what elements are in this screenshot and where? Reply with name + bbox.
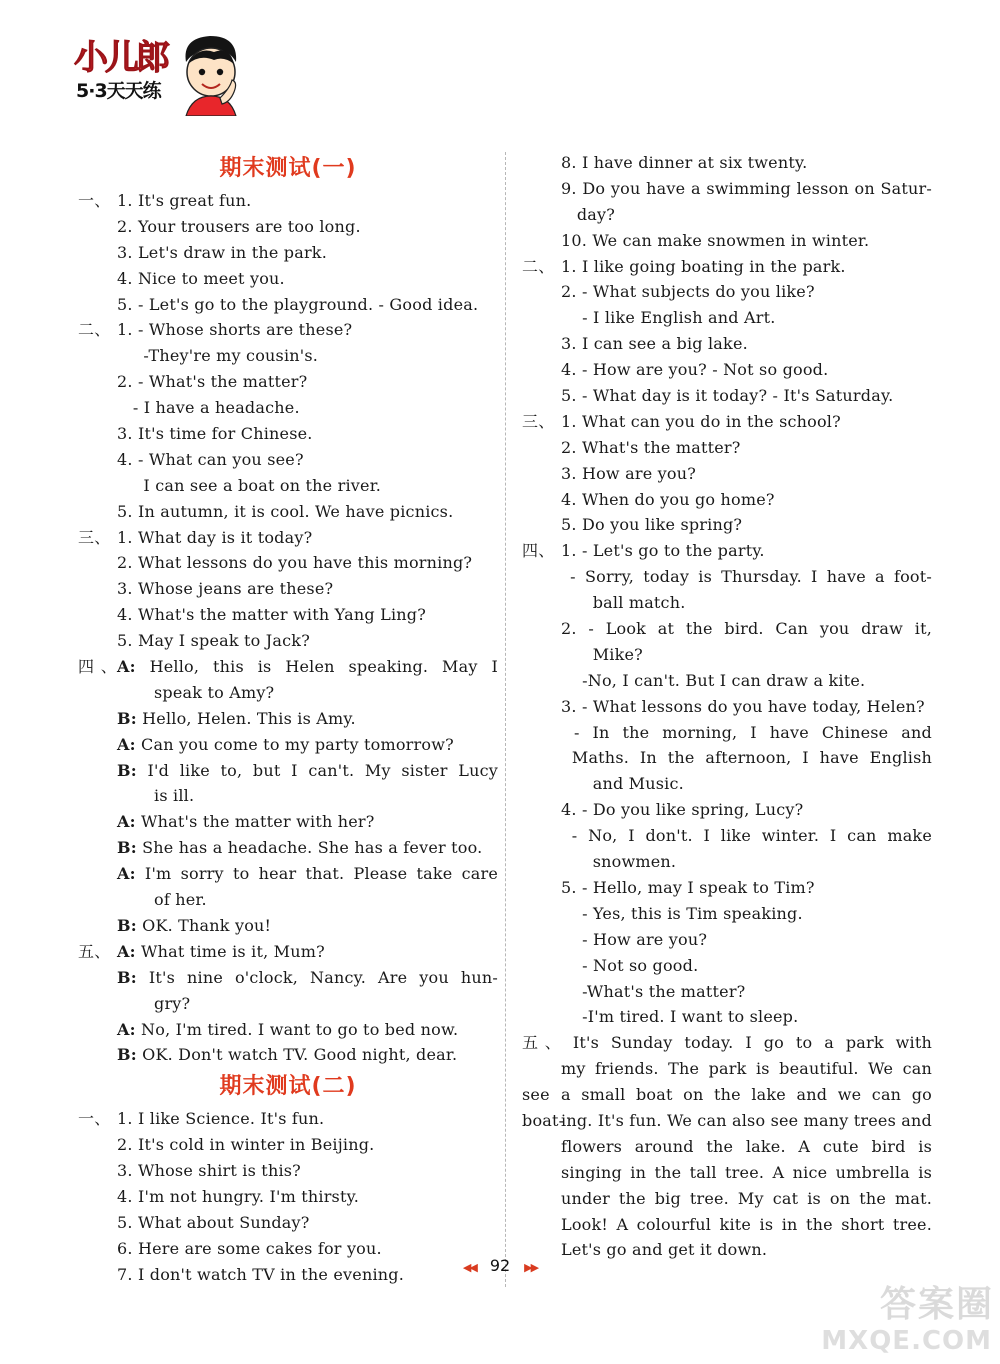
speaker-label: A: <box>117 734 136 754</box>
answer-text: 2. What lessons do you have this morning? <box>117 553 473 573</box>
answer-line <box>78 188 498 214</box>
answer-line <box>522 642 932 668</box>
answer-line <box>522 202 932 228</box>
answer-text: Maths. In the afternoon, I have English <box>561 748 932 768</box>
answer-line <box>78 292 498 318</box>
question-number: 一、 <box>78 191 111 210</box>
answer-text: No, I'm tired. I want to go to bed now. <box>141 1019 459 1039</box>
answer-text: I can see a boat on the river. <box>117 475 382 495</box>
answer-line <box>78 732 498 758</box>
answer-line <box>78 1106 498 1132</box>
question-number: 二、 <box>522 256 555 276</box>
answer-line <box>522 1108 932 1134</box>
answer-text: What time is it, Mum? <box>141 941 325 961</box>
answer-text: 7. I don't watch TV in the evening. <box>117 1264 405 1284</box>
answer-text: 1. I like Science. It's fun. <box>117 1109 325 1129</box>
speaker-label: A: <box>117 864 136 884</box>
question-number: 四、 <box>522 541 555 561</box>
answer-text: 2. - What's the matter? <box>117 372 308 392</box>
left-column <box>78 150 498 1288</box>
answer-line <box>78 861 498 887</box>
question-number: 二、 <box>78 320 111 340</box>
answer-text: 5. What about Sunday? <box>117 1212 310 1232</box>
speaker-label: A: <box>117 657 136 677</box>
answer-text: What's the matter with her? <box>141 812 375 832</box>
answer-line <box>522 512 932 538</box>
answer-line <box>522 668 932 694</box>
answer-line <box>78 1017 498 1043</box>
section-title-final-test-2: 期末测试(二) <box>219 1074 357 1100</box>
answer-line <box>522 927 932 953</box>
answer-text: 1. - Let's go to the party. <box>561 541 765 561</box>
answer-line <box>522 357 932 383</box>
answer-text: 3. It's time for Chinese. <box>117 424 313 444</box>
answer-line <box>78 602 498 628</box>
answer-line <box>522 1004 932 1030</box>
answer-text: 8. I have dinner at six twenty. <box>561 153 808 172</box>
answer-line <box>522 176 932 202</box>
answer-text: singing in the tall tree. A nice umbrella is <box>561 1162 932 1182</box>
answer-text: - In the morning, I have Chinese and <box>561 722 932 742</box>
question-number: 五、 <box>78 941 111 961</box>
answer-text: - Sorry, today is Thursday. I have a foot- <box>561 567 932 587</box>
answer-line <box>78 783 498 809</box>
answer-text: 6. Here are some cakes for you. <box>117 1238 382 1258</box>
answer-text: of her. <box>117 890 207 910</box>
answer-line <box>78 835 498 861</box>
answer-text: 4. - What can you see? <box>117 449 304 469</box>
page-number: 92 <box>489 1256 511 1275</box>
answer-line <box>522 953 932 979</box>
section-title-final-test-1: 期末测试(一) <box>219 156 357 181</box>
answer-line <box>78 887 498 913</box>
answer-text: 5. - What day is it today? - It's Saturday. <box>561 386 894 406</box>
answer-line <box>522 1212 932 1238</box>
answer-line <box>522 228 932 254</box>
answer-text: day? <box>561 204 616 224</box>
answer-text: OK. Don't watch TV. Good night, dear. <box>142 1045 458 1065</box>
speaker-label: B: <box>117 967 137 987</box>
answer-text: gry? <box>117 993 191 1013</box>
answer-line <box>522 823 932 849</box>
answer-list-test-2-continued <box>522 150 932 1263</box>
answer-line <box>78 758 498 784</box>
question-number: 一、 <box>78 1109 111 1129</box>
answer-text: 2. Your trousers are too long. <box>117 216 361 236</box>
answer-line <box>522 745 932 771</box>
answer-line <box>78 965 498 991</box>
publisher-logo <box>68 30 238 110</box>
answer-text: ing. It's fun. We can also see many trees and <box>561 1110 932 1130</box>
answer-text: - No, I don't. I like winter. I can make <box>561 826 932 846</box>
answer-text: 1. What day is it today? <box>117 527 313 547</box>
answer-text: Hello, Helen. This is Amy. <box>142 708 356 728</box>
answer-line <box>78 1184 498 1210</box>
mascot-boy-icon <box>172 32 250 116</box>
answer-text: - I have a headache. <box>117 398 300 418</box>
answer-text: 3. How are you? <box>561 463 697 483</box>
speaker-label: A: <box>117 941 136 961</box>
answer-text: Can you come to my party tomorrow? <box>141 734 454 754</box>
answer-line <box>78 240 498 266</box>
answer-list-test-1 <box>78 188 498 1068</box>
answer-line <box>522 383 932 409</box>
answer-text: 5. - Let's go to the playground. - Good idea. <box>117 294 479 314</box>
answer-text: snowmen. <box>561 852 677 872</box>
answer-line <box>522 771 932 797</box>
answer-line <box>78 991 498 1017</box>
right-column <box>522 150 932 1263</box>
answer-text: my friends. The park is beautiful. We can see <box>522 1059 932 1105</box>
answer-text: 2. - Look at the bird. Can you draw it, <box>561 619 932 639</box>
brand-title: 小儿郎 <box>74 38 167 78</box>
answer-line <box>522 538 932 564</box>
answer-text: I'd like to, but I can't. My sister Lucy <box>147 760 498 780</box>
answer-text: - Yes, this is Tim speaking. <box>561 903 803 923</box>
answer-text: 1. - Whose shorts are these? <box>117 320 353 340</box>
answer-line <box>78 343 498 369</box>
answer-line <box>78 550 498 576</box>
answer-line <box>78 939 498 965</box>
answer-text: 5. May I speak to Jack? <box>117 631 310 651</box>
answer-line <box>522 849 932 875</box>
answer-line <box>522 254 932 280</box>
answer-line <box>78 654 498 680</box>
answer-line <box>522 461 932 487</box>
answer-text: - I like English and Art. <box>561 308 776 328</box>
answer-text: 4. What's the matter with Yang Ling? <box>117 605 427 625</box>
brand-series: 5·3天天练 <box>76 80 161 102</box>
answer-line <box>78 447 498 473</box>
answer-text: 3. I can see a big lake. <box>561 334 748 354</box>
answer-text: 4. When do you go home? <box>561 489 775 509</box>
answer-text: It's Sunday today. I go to a park with <box>561 1033 932 1053</box>
answer-text: Mike? <box>561 644 643 664</box>
speaker-label: A: <box>117 812 136 832</box>
answer-line <box>522 331 932 357</box>
answer-line <box>78 913 498 939</box>
answer-line <box>78 706 498 732</box>
question-number: 三、 <box>522 411 555 431</box>
answer-text: 4. - How are you? - Not so good. <box>561 360 829 380</box>
answer-line <box>522 1030 932 1056</box>
answer-text: Look! A colourful kite is in the short tree. <box>561 1214 932 1234</box>
answer-text: 4. - Do you like spring, Lucy? <box>561 800 804 820</box>
question-number: 五、 <box>522 1033 561 1053</box>
answer-line <box>522 694 932 720</box>
watermark-logo: 答案圈 <box>879 1284 994 1325</box>
answer-text: 2. - What subjects do you like? <box>561 282 815 302</box>
speaker-label: B: <box>117 760 137 780</box>
answer-line <box>522 487 932 513</box>
answer-line <box>522 150 932 176</box>
answer-text: 10. We can make snowmen in winter. <box>561 230 870 250</box>
answer-text: 3. Let's draw in the park. <box>117 242 327 262</box>
answer-line <box>78 421 498 447</box>
answer-text: It's nine o'clock, Nancy. Are you hun- <box>148 967 498 987</box>
answer-text: is ill. <box>117 786 195 806</box>
answer-line <box>78 317 498 343</box>
answer-text: 1. What can you do in the school? <box>561 411 841 431</box>
answer-text: 5. In autumn, it is cool. We have picnics. <box>117 501 454 521</box>
answer-text: Hello, this is Helen speaking. May I <box>149 657 498 677</box>
answer-text: and Music. <box>561 774 684 794</box>
answer-line <box>78 214 498 240</box>
column-divider <box>505 152 506 1287</box>
answer-text: a small boat on the lake and we can go boat- <box>522 1085 932 1130</box>
speaker-label: A: <box>117 1019 136 1039</box>
answer-text: 1. I like going boating in the park. <box>561 256 846 276</box>
answer-line <box>78 680 498 706</box>
answer-text: 1. It's great fun. <box>117 191 252 210</box>
answer-line <box>522 435 932 461</box>
answer-line <box>78 266 498 292</box>
answer-line <box>78 576 498 602</box>
answer-line <box>522 1160 932 1186</box>
answer-text: - How are you? <box>561 929 708 949</box>
answer-line <box>78 499 498 525</box>
answer-text: 5. Do you like spring? <box>561 515 743 535</box>
answer-line <box>78 628 498 654</box>
answer-text: -No, I can't. But I can draw a kite. <box>561 670 866 690</box>
answer-line <box>78 1158 498 1184</box>
answer-line <box>78 473 498 499</box>
answer-text: 2. What's the matter? <box>561 437 741 457</box>
speaker-label: B: <box>117 1045 137 1065</box>
answer-text: 3. - What lessons do you have today, Helen? <box>561 696 925 716</box>
answer-text: -I'm tired. I want to sleep. <box>561 1007 799 1027</box>
answer-line <box>522 590 932 616</box>
answer-text: under the big tree. My cat is on the mat. <box>561 1188 932 1208</box>
answer-text: I'm sorry to hear that. Please take care <box>144 864 498 884</box>
answer-line <box>522 979 932 1005</box>
answer-line <box>78 809 498 835</box>
answer-text: 9. Do you have a swimming lesson on Satur- <box>561 178 932 198</box>
answer-line <box>522 1056 932 1105</box>
answer-line <box>78 1042 498 1068</box>
answer-text: 3. Whose jeans are these? <box>117 579 334 599</box>
answer-text: 4. I'm not hungry. I'm thirsty. <box>117 1186 359 1206</box>
answer-line <box>522 305 932 331</box>
answer-text: -They're my cousin's. <box>117 346 319 366</box>
answer-line <box>522 901 932 927</box>
answer-text: Let's go and get it down. <box>561 1240 768 1260</box>
answer-text: speak to Amy? <box>117 682 275 702</box>
answer-text: ball match. <box>561 593 686 613</box>
speaker-label: B: <box>117 708 137 728</box>
answer-line <box>78 1210 498 1236</box>
answer-line <box>78 1132 498 1158</box>
watermark <box>814 1272 1000 1364</box>
watermark-url: MXQE.COM <box>821 1326 992 1356</box>
question-number: 三、 <box>78 527 111 547</box>
answer-line <box>522 875 932 901</box>
speaker-label: B: <box>117 838 137 858</box>
answer-line <box>522 797 932 823</box>
speaker-label: B: <box>117 915 137 935</box>
answer-line <box>522 409 932 435</box>
answer-line <box>522 720 932 746</box>
answer-text: 4. Nice to meet you. <box>117 268 285 288</box>
answer-text: -What's the matter? <box>561 981 746 1001</box>
answer-line <box>522 564 932 590</box>
answer-text: 3. Whose shirt is this? <box>117 1161 301 1181</box>
answer-line <box>78 395 498 421</box>
previous-page-icon[interactable]: ◀◀ <box>462 1261 476 1274</box>
answer-line <box>522 616 932 642</box>
question-number: 四、 <box>78 657 117 677</box>
answer-line <box>522 1134 932 1160</box>
answer-text: 5. - Hello, may I speak to Tim? <box>561 877 815 897</box>
answer-line <box>522 1186 932 1212</box>
answer-text: OK. Thank you! <box>142 915 272 935</box>
answer-text: - Not so good. <box>561 955 699 975</box>
answer-line <box>522 279 932 305</box>
answer-line <box>78 369 498 395</box>
answer-text: She has a headache. She has a fever too. <box>142 838 483 858</box>
answer-line <box>78 525 498 551</box>
next-page-icon[interactable]: ▶▶ <box>524 1261 538 1274</box>
answer-text: flowers around the lake. A cute bird is <box>561 1136 932 1156</box>
answer-text: 2. It's cold in winter in Beijing. <box>117 1135 375 1155</box>
